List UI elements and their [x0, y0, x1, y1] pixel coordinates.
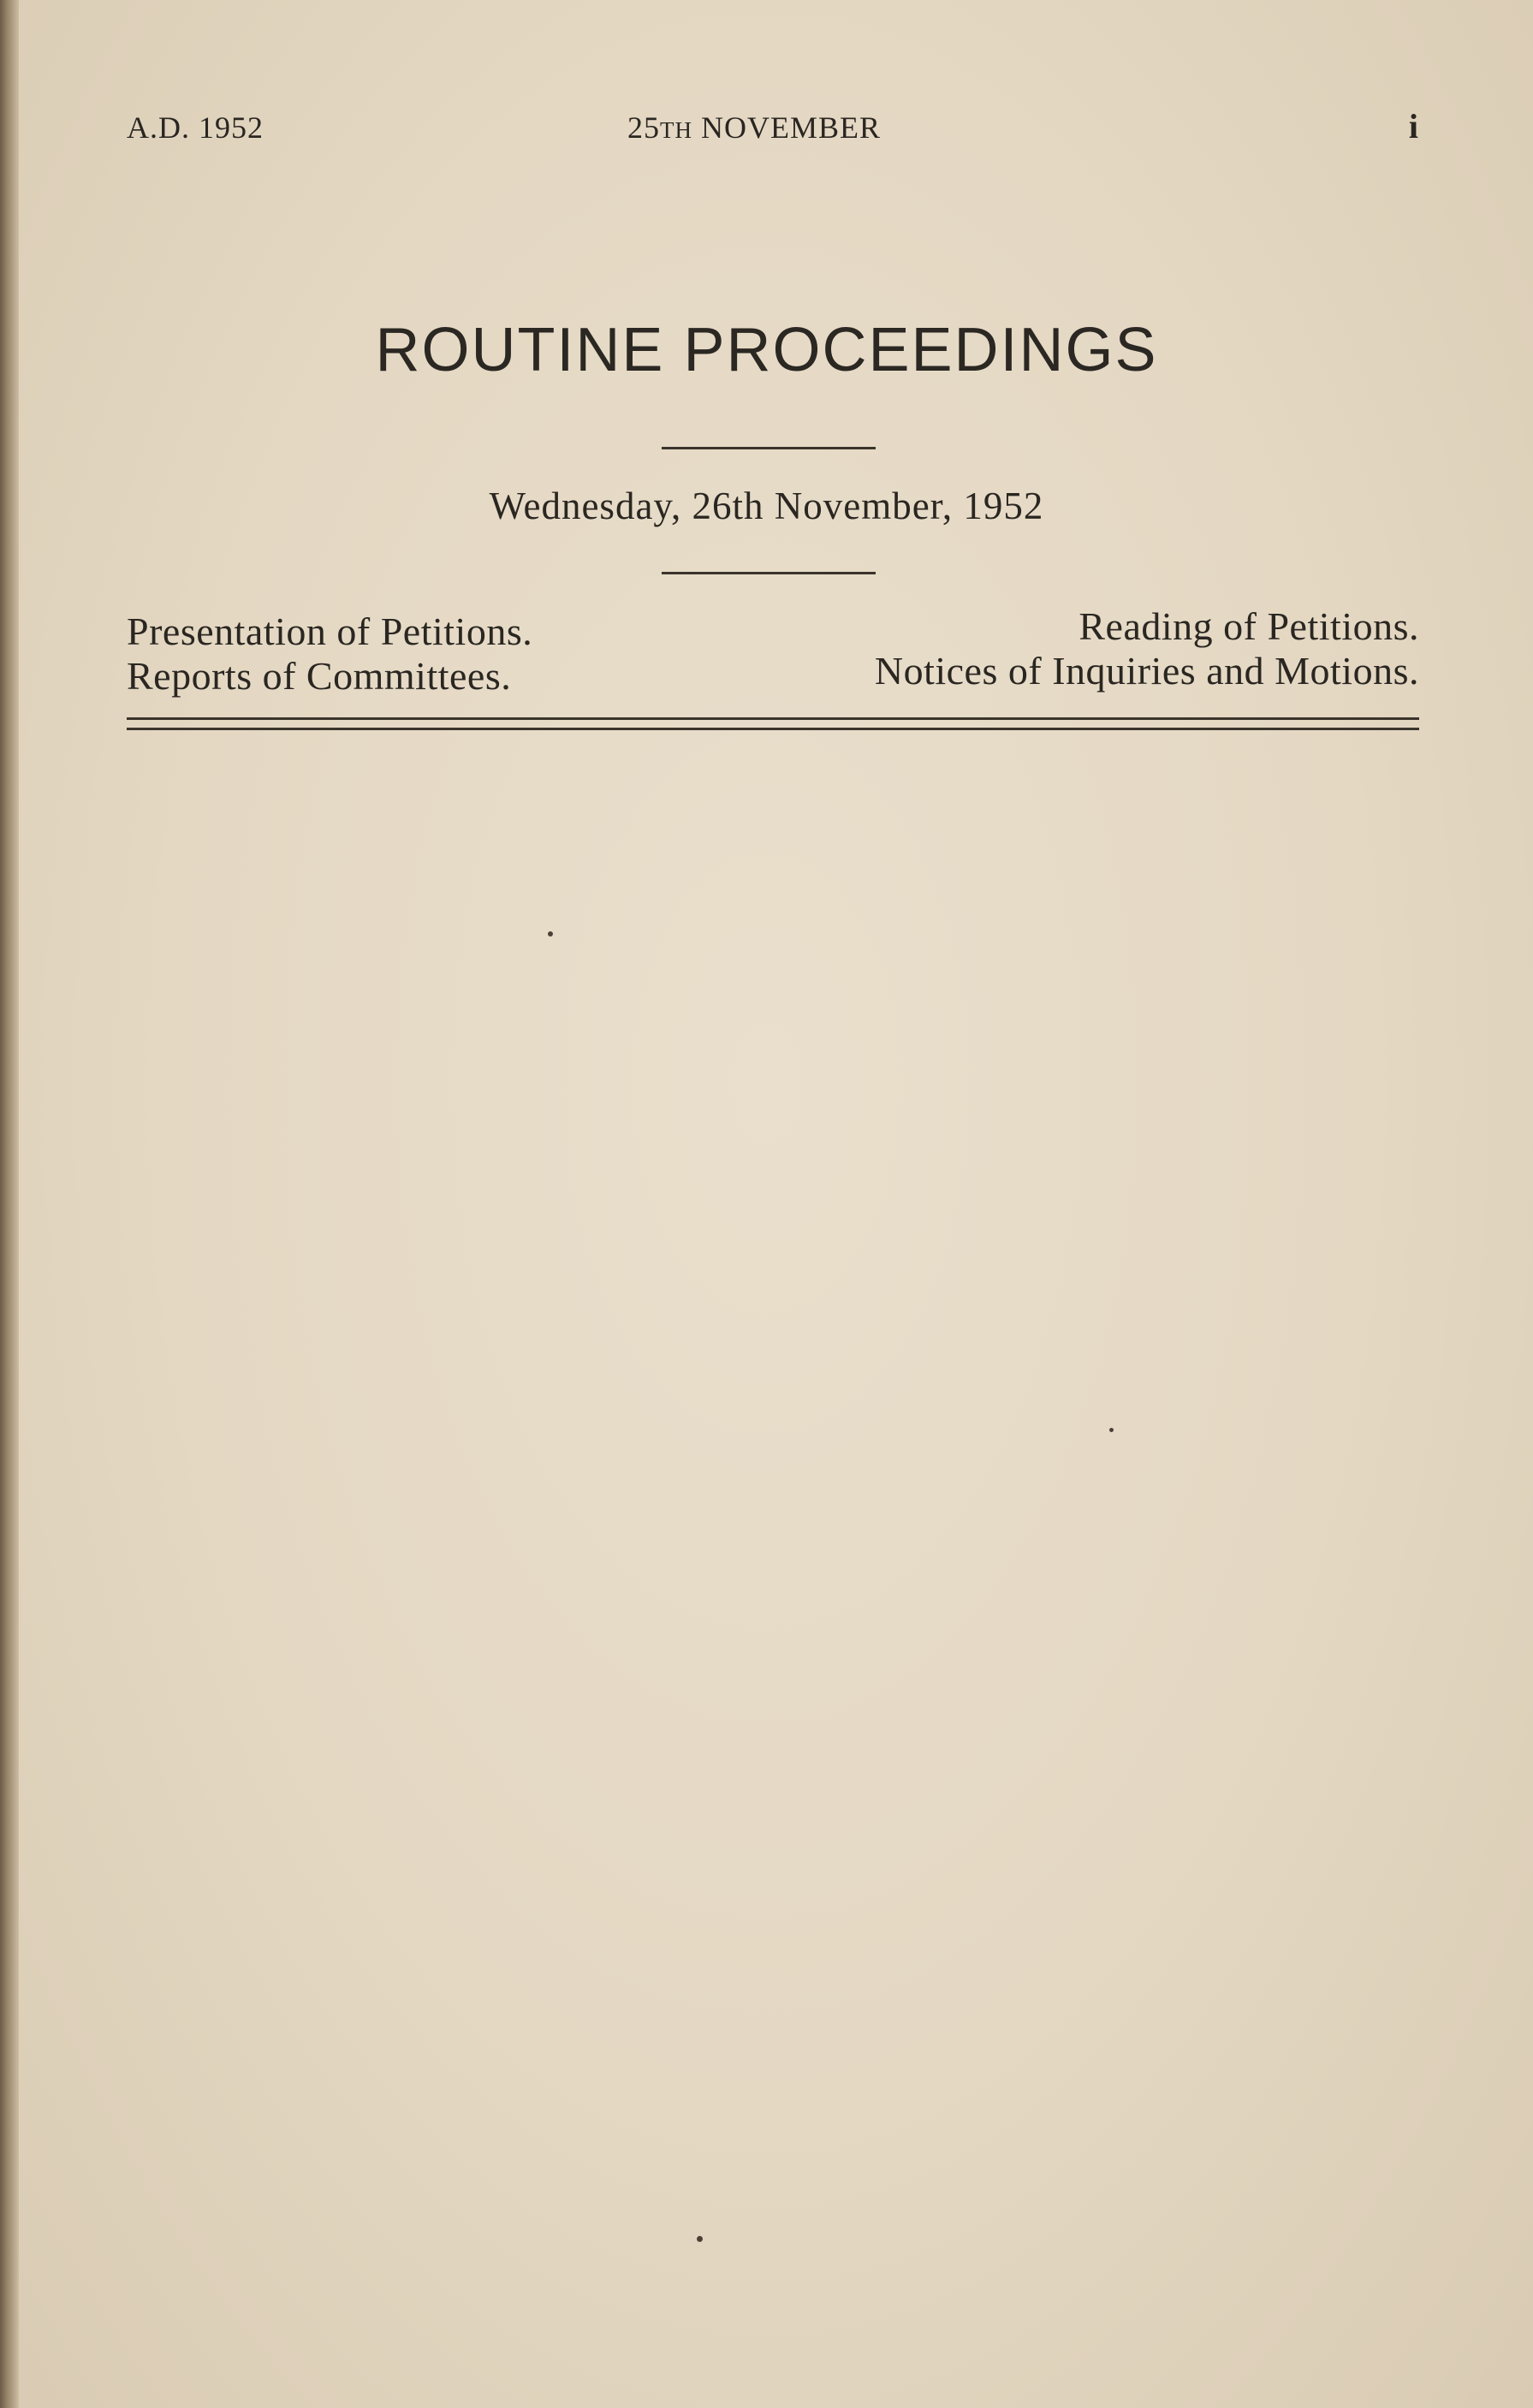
running-head-month: NOVEMBER [692, 110, 882, 145]
page-number: i [1408, 107, 1419, 146]
running-head-ordinal: TH [660, 117, 692, 143]
section-rule-top [127, 717, 1419, 720]
running-head [127, 107, 1419, 152]
running-head-date [627, 110, 881, 146]
paper-speck [1109, 1428, 1114, 1432]
paper-speck [697, 2236, 703, 2242]
running-head-year: A.D. 1952 [127, 110, 264, 145]
section-rule-bottom [127, 728, 1419, 730]
title-divider-bottom [662, 572, 876, 574]
proceeding-item: Presentation of Petitions. [127, 609, 533, 653]
date-line: Wednesday, 26th November, 1952 [489, 485, 1044, 527]
title-divider-top [662, 447, 876, 449]
proceeding-item: Reports of Committees. [127, 654, 512, 698]
paper-speck [548, 931, 553, 936]
running-head-day: 25 [627, 110, 660, 145]
page-title: ROUTINE PROCEEDINGS [375, 316, 1158, 384]
proceeding-item: Notices of Inquiries and Motions. [874, 649, 1419, 693]
proceedings-right-column [875, 604, 1419, 693]
proceeding-item: Reading of Petitions. [1078, 604, 1419, 648]
proceedings-left-column [127, 609, 532, 699]
